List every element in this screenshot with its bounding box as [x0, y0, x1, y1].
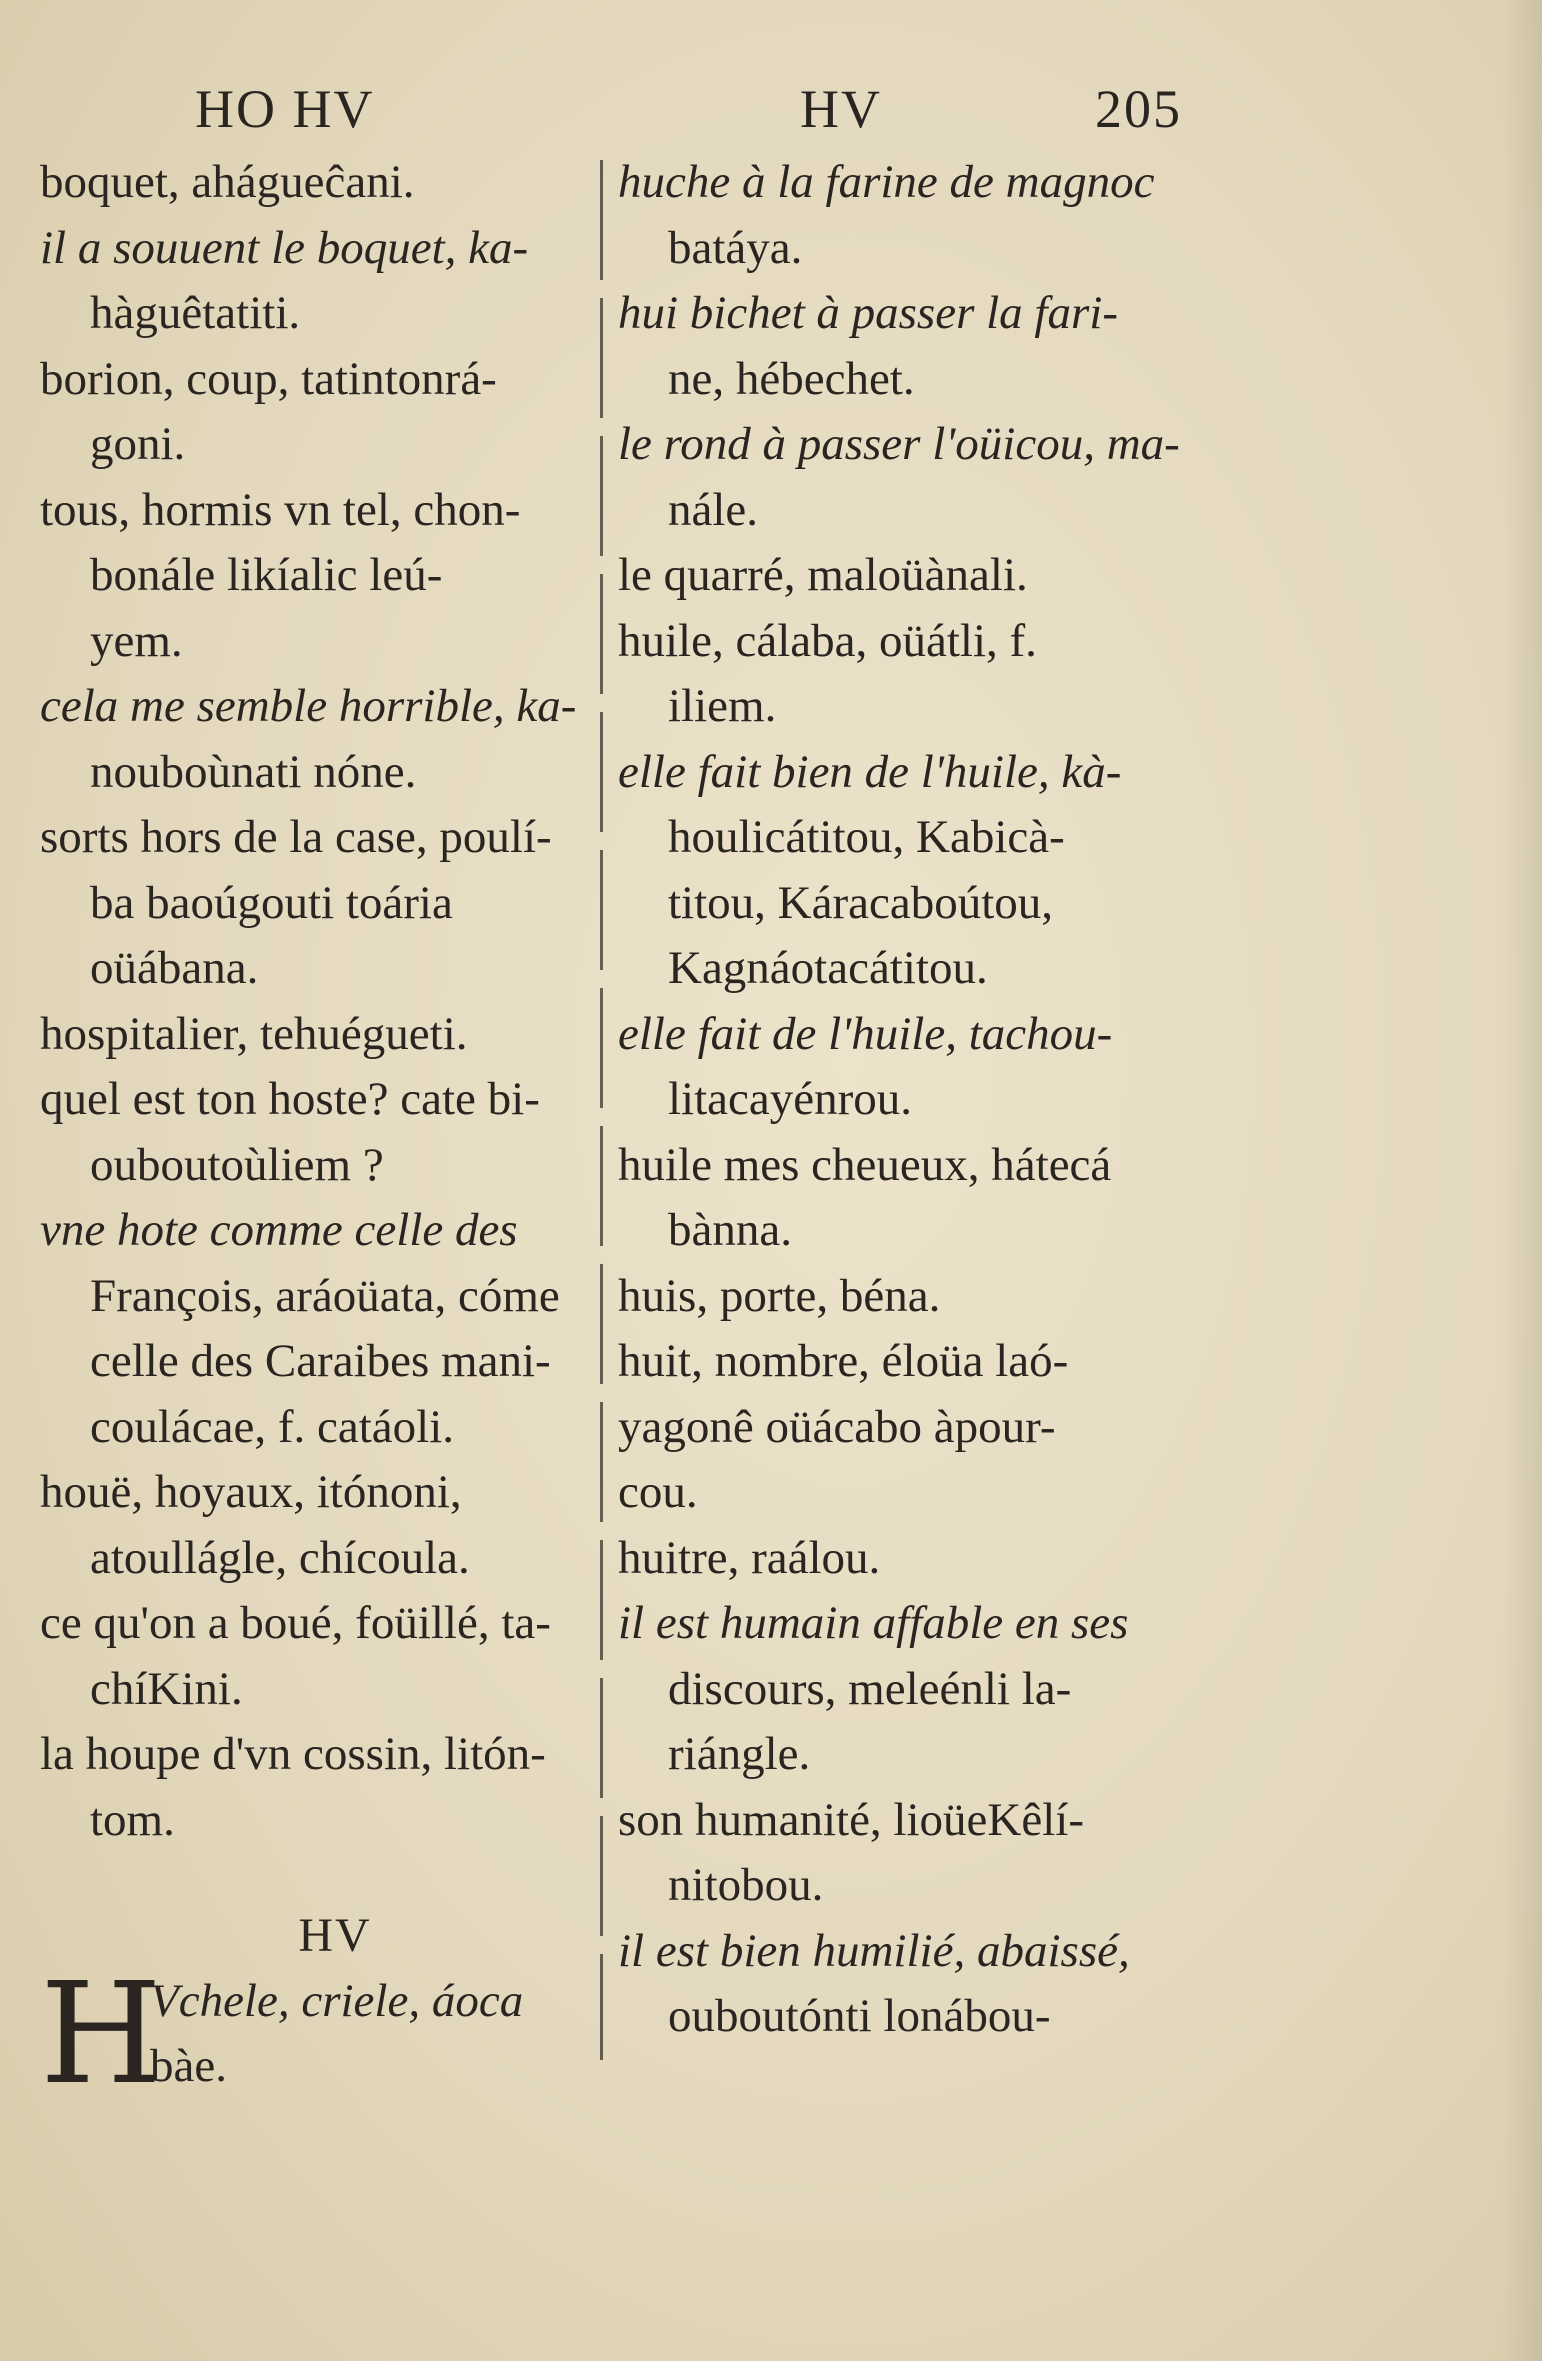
dictionary-line: yagonê oüácabo àpour- — [618, 1400, 1056, 1453]
dictionary-line: hàguêtatiti. — [90, 287, 301, 339]
dictionary-line: houë, hoyaux, itónoni, — [40, 1466, 462, 1518]
dictionary-line: il est humain affable en ses — [618, 1597, 1129, 1649]
dictionary-line: ne, hébechet. — [668, 352, 915, 405]
dictionary-line: Kagnáotacátitou. — [668, 942, 988, 994]
section-second-line: bàe. — [150, 2040, 227, 2092]
dictionary-line: le rond à passer l'oüicou, ma- — [618, 418, 1180, 470]
dictionary-line: coulácae, f. catáoli. — [90, 1400, 455, 1453]
left-column-entries — [40, 150, 577, 1853]
dictionary-line: boquet, ahágueĉani. — [40, 156, 415, 208]
page-gutter-shadow — [1502, 0, 1542, 2361]
dictionary-line: ouboutoùliem ? — [90, 1138, 384, 1191]
dictionary-line: ouboutónti lonábou- — [668, 1990, 1051, 2042]
dictionary-line: nále. — [668, 483, 759, 536]
section-first-line: Vchele, criele, áoca — [150, 1974, 524, 2027]
dictionary-line: quel est ton hoste? cate bi- — [40, 1073, 540, 1125]
column-rule — [600, 160, 603, 2060]
dictionary-line: iliem. — [668, 680, 777, 732]
right-column-entries — [618, 150, 1198, 2050]
dictionary-line: borion, coup, tatintonrá- — [40, 352, 497, 405]
dictionary-line: huit, nombre, éloüa laó- — [618, 1335, 1069, 1387]
dictionary-line: huitre, raálou. — [618, 1531, 881, 1584]
dictionary-line: houlicátitou, Kabicà- — [668, 811, 1065, 863]
dictionary-line: chíKini. — [90, 1662, 243, 1715]
dictionary-line: yem. — [90, 614, 183, 667]
dictionary-line: hui bichet à passer la fari- — [618, 287, 1118, 339]
dictionary-line: il a souuent le boquet, ka- — [40, 221, 529, 274]
dictionary-line: elle fait bien de l'huile, kà- — [618, 745, 1122, 798]
dictionary-line: nouboùnati nóne. — [90, 745, 417, 798]
dictionary-line: oüábana. — [90, 942, 259, 994]
section-heading: HV — [298, 1909, 372, 1962]
dictionary-line: il est bien humilié, abaissé, — [618, 1924, 1130, 1977]
dictionary-line: discours, meleénli la- — [668, 1662, 1072, 1715]
dictionary-line: celle des Caraibes mani- — [90, 1335, 551, 1387]
dictionary-line: litacayénrou. — [668, 1073, 913, 1125]
dictionary-line: tom. — [90, 1793, 175, 1846]
dictionary-line: la houpe d'vn cossin, litón- — [40, 1728, 546, 1780]
dictionary-line: batáya. — [668, 221, 803, 274]
dictionary-line: huis, porte, béna. — [618, 1269, 941, 1322]
left-column — [40, 150, 577, 2116]
dictionary-line: tous, hormis vn tel, chon- — [40, 483, 521, 536]
dictionary-line: ce qu'on a boué, foüillé, ta- — [40, 1597, 551, 1649]
dictionary-line: elle fait de l'huile, tachou- — [618, 1007, 1113, 1060]
dictionary-line: huile, cálaba, oüátli, f. — [618, 614, 1037, 667]
dictionary-line: goni. — [90, 418, 186, 470]
dictionary-line: bànna. — [668, 1204, 792, 1256]
dictionary-line: titou, Káracaboútou, — [668, 876, 1054, 929]
dictionary-line: François, aráoüata, cóme — [90, 1269, 560, 1322]
dictionary-line: bonále likíalic leú- — [90, 549, 443, 601]
dictionary-line: cela me semble horrible, ka- — [40, 680, 577, 732]
dictionary-line: hospitalier, tehuégueti. — [40, 1007, 468, 1060]
dictionary-line: atoullágle, chícoula. — [90, 1531, 470, 1584]
running-head-left: HO HV — [195, 79, 375, 139]
dictionary-line: huche à la farine de magnoc — [618, 156, 1155, 208]
dictionary-line: nitobou. — [668, 1859, 824, 1911]
dictionary-line: huile mes cheueux, hátecá — [618, 1138, 1112, 1191]
dictionary-line: cou. — [618, 1466, 698, 1518]
right-column — [618, 150, 1198, 2050]
dictionary-line: ba baoúgouti toária — [90, 876, 453, 929]
running-head-middle: HV — [800, 79, 882, 139]
dictionary-line: vne hote comme celle des — [40, 1204, 518, 1256]
dictionary-line: sorts hors de la case, poulí- — [40, 811, 552, 863]
drop-cap: H — [40, 1952, 163, 2116]
dictionary-line: le quarré, maloüànali. — [618, 549, 1028, 601]
dictionary-line: riángle. — [668, 1728, 811, 1780]
section-spacer — [40, 1853, 570, 1903]
section-first-entry — [40, 1952, 570, 2116]
dictionary-line: son humanité, lioüeKêlí- — [618, 1793, 1084, 1846]
page-number: 205 — [1095, 79, 1182, 139]
